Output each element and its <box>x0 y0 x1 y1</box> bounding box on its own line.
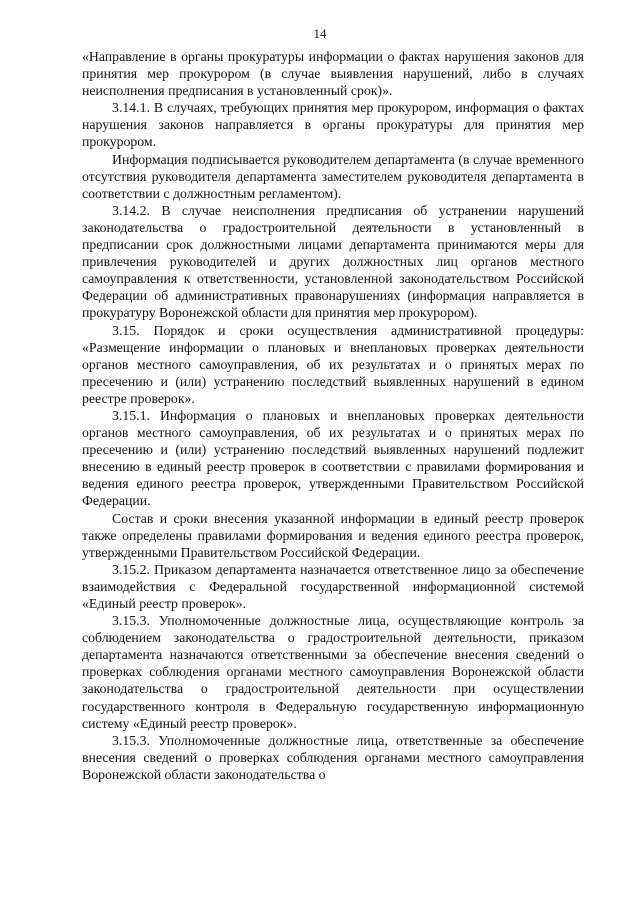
paragraph: Состав и сроки внесения указанной информации в единый реестр проверок также определены правилами формирования и ведения единого реестра проверок, утвержденными Правительством Российской Федерации. <box>82 510 584 560</box>
document-body <box>82 48 584 783</box>
paragraph: 3.15. Порядок и сроки осуществления административной процедуры: «Размещение информации о плановых и внеплановых проверках деятельности органов местного самоуправления, об их результатах и о принятых мерах по пресечению и (или) устранению последствий выявленных нарушений в едином реестре проверок». <box>82 322 584 406</box>
paragraph: 3.14.1. В случаях, требующих принятия мер прокурором, информация о фактах нарушения законов направляется в органы прокуратуры для принятия мер прокурором. <box>82 100 584 150</box>
page-number: 14 <box>313 26 327 41</box>
paragraph: 3.14.2. В случае неисполнения предписания об устранении нарушений законодательства о градостроительной деятельности в установленный в предписании срок должностными лицами департамента принимаются меры для привлечения руководителей и других должностных лиц органов местного самоуправления к ответственности, установленной законодательством Российской Федерации об административных правонарушениях (информация направляется в прокуратуру Воронежской области для принятия мер прокурором). <box>82 202 584 321</box>
paragraph: Информация подписывается руководителем департамента (в случае временного отсутствия руководителя департамента заместителем руководителя департамента в соответствии с должностным регламентом). <box>82 151 584 201</box>
paragraph: «Направление в органы прокуратуры информации о фактах нарушения законов для принятия мер прокурором (в случае выявления нарушений, либо в случаях неисполнения предписания в установленный срок)». <box>82 49 584 99</box>
paragraph: 3.15.1. Информация о плановых и внеплановых проверках деятельности органов местного самоуправления, об их результатах и о принятых мерах по пресечению и (или) устранению последствий выявленных нарушений подлежит внесению в единый реестр проверок в соответствии с правилами формирования и ведения единого реестра проверок, утвержденными Правительством Российской Федерации. <box>82 407 584 509</box>
paragraph: 3.15.2. Приказом департамента назначается ответственное лицо за обеспечение взаимодействия с Федеральной государственной информационной системой «Единый реестр проверок». <box>82 561 584 611</box>
paragraph: 3.15.3. Уполномоченные должностные лица, ответственные за обеспечение внесения сведений о проверках соблюдения органами местного самоуправления Воронежской области законодательства о <box>82 732 584 782</box>
paragraph: 3.15.3. Уполномоченные должностные лица, осуществляющие контроль за соблюдением законодательства о градостроительной деятельности, приказом департамента назначаются ответственными за обеспечение внесения сведений о проверках соблюдения органами местного самоуправления Воронежской области законодательства о градостроительной деятельности при осуществлении государственного контроля в Федеральную государственную информационную систему «Единый реестр проверок». <box>82 613 584 731</box>
